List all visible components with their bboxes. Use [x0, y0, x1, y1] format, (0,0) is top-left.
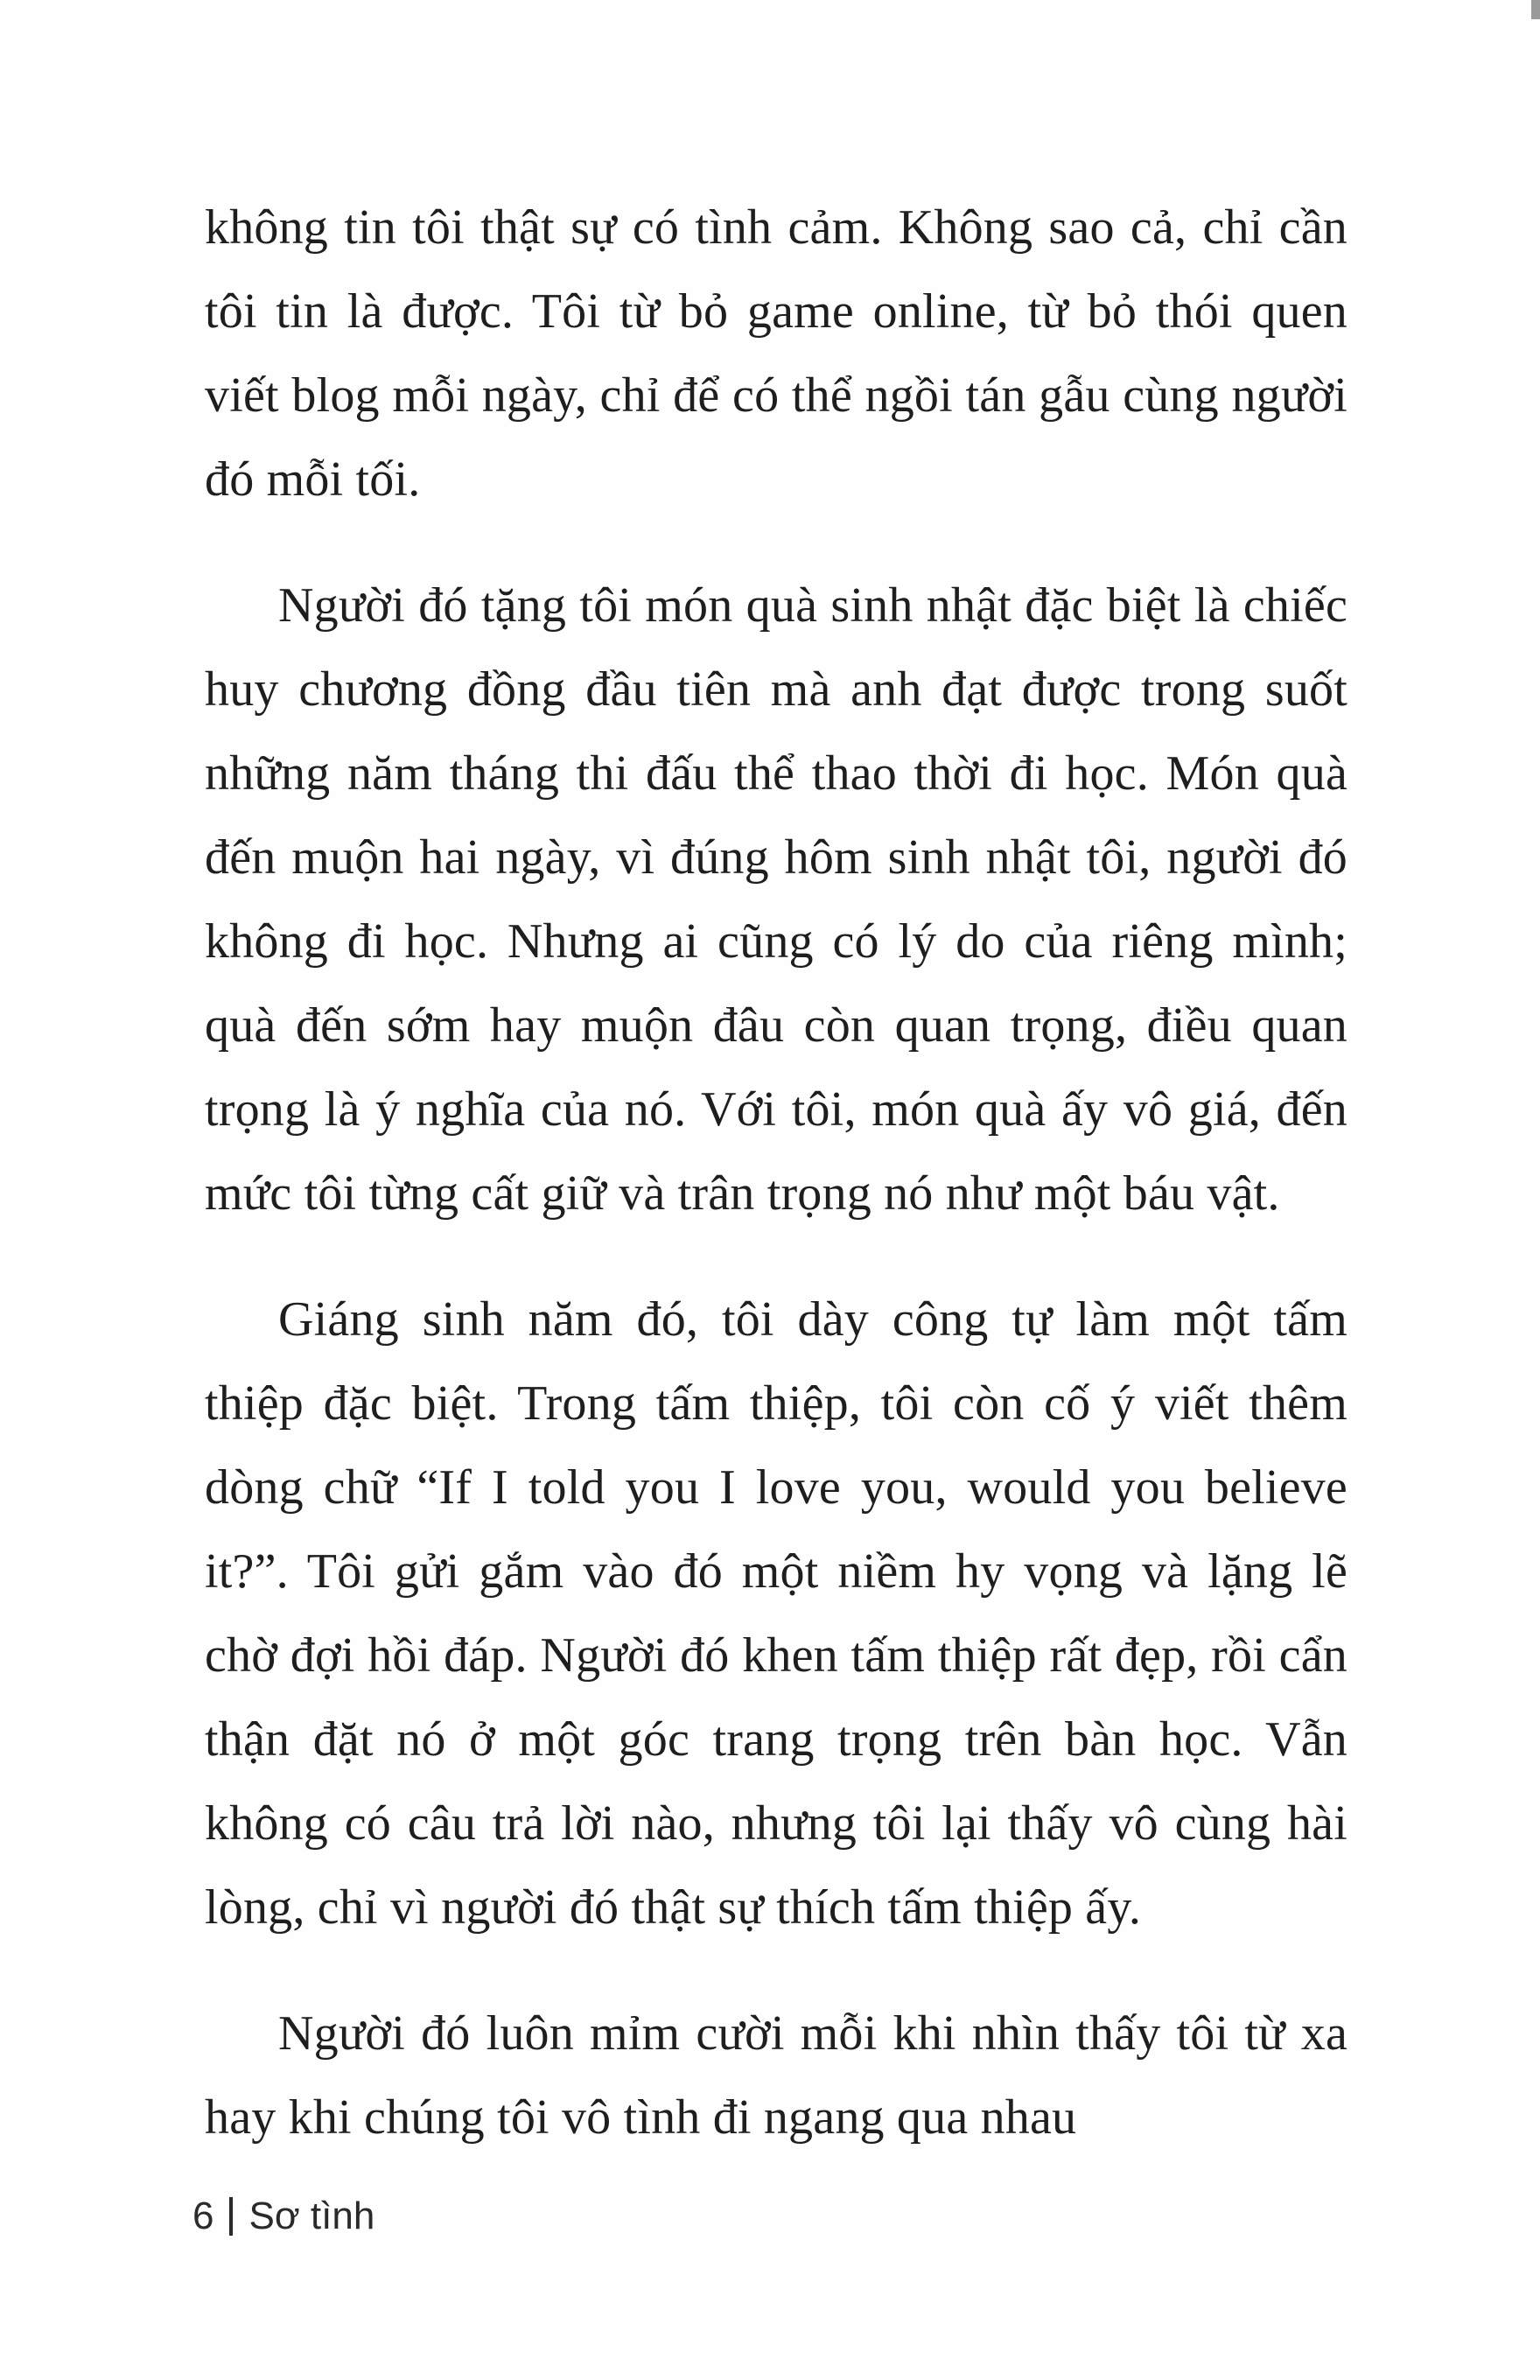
- paragraph-continuation: không tin tôi thật sự có tình cảm. Không sao cả, chỉ cần tôi tin là được. Tôi từ bỏ game online, từ bỏ thói quen viết blog mỗi ngày, chỉ để có thể ngồi tán gẫu cùng người đó mỗi tối.: [205, 200, 1348, 507]
- book-title: Sơ tình: [248, 2194, 375, 2237]
- paragraph-christmas-card: Giáng sinh năm đó, tôi dày công tự làm một tấm thiệp đặc biệt. Trong tấm thiệp, tôi còn cố ý viết thêm dòng chữ “If I told you I love you, would you believe it?”. Tôi gửi gắm vào đó một niềm hy vọng và lặng lẽ chờ đợi hồi đáp. Người đó khen tấm thiệp rất đẹp, rồi cẩn thận đặt nó ở một góc trang trọng trên bàn học. Vẫn không có câu trả lời nào, nhưng tôi lại thấy vô cùng hài lòng, chỉ vì người đó thật sự thích tấm thiệp ấy.: [205, 1292, 1348, 1935]
- body-text: [205, 186, 1348, 2202]
- scan-edge-mark: [1531, 0, 1540, 19]
- page-number: 6: [192, 2194, 214, 2237]
- footer-separator: [229, 2197, 233, 2236]
- paragraph-smile: Người đó luôn mỉm cười mỗi khi nhìn thấy tôi từ xa hay khi chúng tôi vô tình đi ngang qua nhau: [205, 2006, 1348, 2145]
- paragraph-birthday-gift: Người đó tặng tôi món quà sinh nhật đặc biệt là chiếc huy chương đồng đầu tiên mà anh đạt được trong suốt những năm tháng thi đấu thể thao thời đi học. Món quà đến muộn hai ngày, vì đúng hôm sinh nhật tôi, người đó không đi học. Nhưng ai cũng có lý do của riêng mình; quà đến sớm hay muộn đâu còn quan trọng, điều quan trọng là ý nghĩa của nó. Với tôi, món quà ấy vô giá, đến mức tôi từng cất giữ và trân trọng nó như một báu vật.: [205, 578, 1348, 1221]
- page-footer: [192, 2194, 374, 2238]
